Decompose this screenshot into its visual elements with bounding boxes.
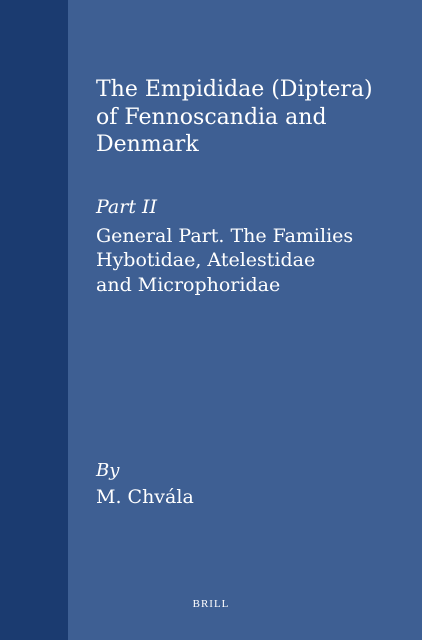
book-subtitle: General Part. The Families Hybotidae, Atelestidae and Microphoridae [96,225,354,296]
cover-spine-band [0,0,68,640]
by-label: By [96,460,120,481]
part-label: Part II [96,196,158,218]
author-name: M. Chvála [96,486,194,508]
book-title: The Empididae (Diptera) of Fennoscandia and Denmark [96,77,373,158]
publisher-name: BRILL [192,598,230,610]
